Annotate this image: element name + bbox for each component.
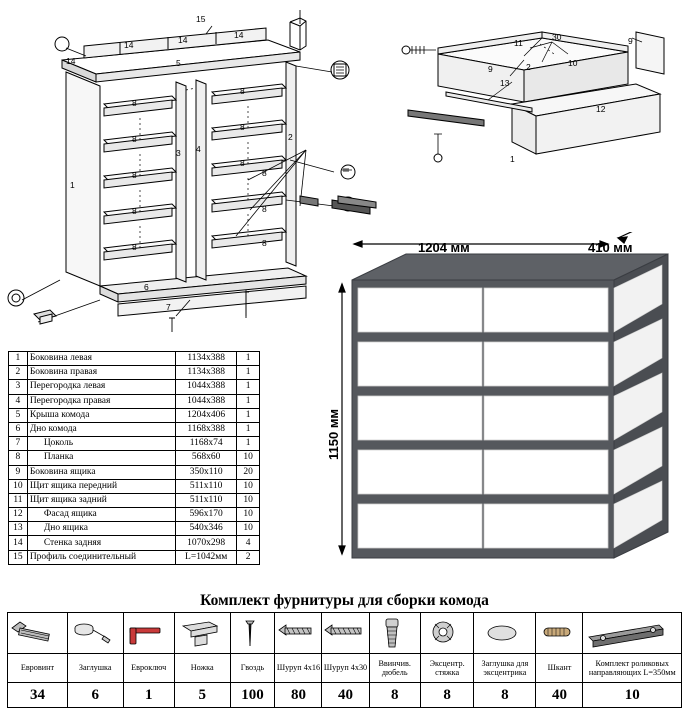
svg-text:6: 6 bbox=[144, 282, 149, 292]
part-name: Щит ящика задний bbox=[27, 493, 175, 507]
hardware-icon-row bbox=[8, 613, 682, 654]
part-dimension: 1044х388 bbox=[176, 394, 237, 408]
hardware-qty: 34 bbox=[8, 683, 68, 708]
part-dimension: 568х60 bbox=[176, 451, 237, 465]
height-dimension-label: 1150 мм bbox=[326, 408, 341, 460]
dowel-screw-icon bbox=[369, 613, 420, 654]
part-number: 5 bbox=[9, 408, 28, 422]
hardware-label: Ввинчив. дюбель bbox=[369, 654, 420, 683]
part-dimension: 1204х406 bbox=[176, 408, 237, 422]
part-qty: 10 bbox=[237, 451, 260, 465]
svg-text:13: 13 bbox=[500, 78, 510, 88]
part-qty: 10 bbox=[237, 522, 260, 536]
drawer-exploded-diagram bbox=[392, 8, 682, 168]
svg-text:14: 14 bbox=[178, 35, 188, 45]
table-row bbox=[9, 437, 260, 451]
svg-text:14: 14 bbox=[234, 30, 244, 40]
eccentric-cap-icon bbox=[474, 613, 536, 654]
depth-dimension-label: 410 мм bbox=[588, 240, 633, 255]
part-dimension: 540х346 bbox=[176, 522, 237, 536]
svg-text:3: 3 bbox=[176, 148, 181, 158]
part-name: Щит ящика передний bbox=[27, 479, 175, 493]
svg-text:8: 8 bbox=[262, 204, 267, 214]
svg-text:10: 10 bbox=[568, 58, 578, 68]
width-dimension-label: 1204 мм bbox=[418, 240, 470, 255]
hardware-label: Заглушка для эксцентрика bbox=[474, 654, 536, 683]
part-name: Цоколь bbox=[27, 437, 175, 451]
hardware-qty: 1 bbox=[123, 683, 174, 708]
hardware-label: Комплект роликовых направляющих L=350мм bbox=[583, 654, 682, 683]
nail-icon bbox=[230, 613, 275, 654]
svg-text:9: 9 bbox=[628, 36, 633, 46]
table-row bbox=[9, 508, 260, 522]
svg-text:30: 30 bbox=[552, 32, 562, 42]
part-number: 10 bbox=[9, 479, 28, 493]
part-name: Фасад ящика bbox=[27, 508, 175, 522]
screw-4x16-icon bbox=[275, 613, 322, 654]
hardware-label: Эксцентр. стяжка bbox=[420, 654, 473, 683]
hardware-qty: 40 bbox=[536, 683, 583, 708]
hardware-qty: 40 bbox=[322, 683, 369, 708]
part-dimension: 1070х298 bbox=[176, 536, 237, 550]
hardware-qty: 8 bbox=[474, 683, 536, 708]
hardware-label: Шуруп 4х30 bbox=[322, 654, 369, 683]
euro-key-icon bbox=[123, 613, 174, 654]
part-qty: 2 bbox=[237, 550, 260, 564]
part-number: 3 bbox=[9, 380, 28, 394]
hardware-qty: 80 bbox=[275, 683, 322, 708]
part-number: 11 bbox=[9, 493, 28, 507]
table-row bbox=[9, 380, 260, 394]
part-dimension: 1044х388 bbox=[176, 380, 237, 394]
part-qty: 1 bbox=[237, 437, 260, 451]
part-qty: 1 bbox=[237, 422, 260, 436]
table-row bbox=[9, 451, 260, 465]
svg-text:12: 12 bbox=[596, 104, 606, 114]
svg-text:8: 8 bbox=[262, 168, 267, 178]
roller-guides-icon bbox=[583, 613, 682, 654]
part-name: Профиль соединительный bbox=[27, 550, 175, 564]
hardware-label: Евровинт bbox=[8, 654, 68, 683]
part-number: 7 bbox=[9, 437, 28, 451]
table-row bbox=[9, 352, 260, 366]
svg-text:1: 1 bbox=[510, 154, 515, 164]
table-row bbox=[9, 536, 260, 550]
part-qty: 10 bbox=[237, 479, 260, 493]
hardware-label: Евроключ bbox=[123, 654, 174, 683]
hardware-section-title: Комплект фурнитуры для сборки комода bbox=[200, 592, 489, 609]
part-name: Боковина левая bbox=[27, 352, 175, 366]
screw-4x30-icon bbox=[322, 613, 369, 654]
hardware-qty: 8 bbox=[420, 683, 473, 708]
svg-text:4: 4 bbox=[196, 144, 201, 154]
part-dimension: L=1042мм bbox=[176, 550, 237, 564]
svg-text:8: 8 bbox=[132, 134, 137, 144]
svg-text:14: 14 bbox=[66, 56, 76, 66]
part-number: 13 bbox=[9, 522, 28, 536]
part-number: 15 bbox=[9, 550, 28, 564]
part-qty: 1 bbox=[237, 408, 260, 422]
svg-text:8: 8 bbox=[262, 238, 267, 248]
table-row bbox=[9, 408, 260, 422]
part-name: Перегородка левая bbox=[27, 380, 175, 394]
part-qty: 20 bbox=[237, 465, 260, 479]
table-row bbox=[9, 422, 260, 436]
table-row bbox=[9, 366, 260, 380]
hardware-qty-row bbox=[8, 683, 682, 708]
table-row bbox=[9, 465, 260, 479]
dowel-icon bbox=[536, 613, 583, 654]
svg-text:8: 8 bbox=[132, 98, 137, 108]
part-number: 4 bbox=[9, 394, 28, 408]
hardware-table bbox=[7, 612, 682, 708]
svg-text:8: 8 bbox=[240, 158, 245, 168]
svg-text:8: 8 bbox=[132, 170, 137, 180]
hardware-label: Заглушка bbox=[67, 654, 123, 683]
part-dimension: 511х110 bbox=[176, 479, 237, 493]
eccentric-tie-icon bbox=[420, 613, 473, 654]
part-qty: 1 bbox=[237, 394, 260, 408]
hardware-qty: 8 bbox=[369, 683, 420, 708]
part-dimension: 596х170 bbox=[176, 508, 237, 522]
svg-text:14: 14 bbox=[124, 40, 134, 50]
part-dimension: 350х110 bbox=[176, 465, 237, 479]
part-dimension: 1168х74 bbox=[176, 437, 237, 451]
part-name: Планка bbox=[27, 451, 175, 465]
part-number: 6 bbox=[9, 422, 28, 436]
part-name: Стенка задняя bbox=[27, 536, 175, 550]
svg-text:9: 9 bbox=[488, 64, 493, 74]
part-number: 14 bbox=[9, 536, 28, 550]
table-row bbox=[9, 394, 260, 408]
hardware-label: Шкант bbox=[536, 654, 583, 683]
hardware-label-row bbox=[8, 654, 682, 683]
table-row bbox=[9, 550, 260, 564]
hardware-label: Шуруп 4х16 bbox=[275, 654, 322, 683]
part-qty: 1 bbox=[237, 366, 260, 380]
table-row bbox=[9, 493, 260, 507]
hardware-qty: 10 bbox=[583, 683, 682, 708]
part-number: 9 bbox=[9, 465, 28, 479]
hardware-label: Гвоздь bbox=[230, 654, 275, 683]
hardware-qty: 100 bbox=[230, 683, 275, 708]
svg-text:8: 8 bbox=[132, 242, 137, 252]
svg-text:2: 2 bbox=[288, 132, 293, 142]
hardware-label: Ножка bbox=[174, 654, 230, 683]
svg-text:8: 8 bbox=[240, 86, 245, 96]
part-dimension: 511х110 bbox=[176, 493, 237, 507]
part-number: 2 bbox=[9, 366, 28, 380]
svg-text:8: 8 bbox=[132, 206, 137, 216]
part-number: 8 bbox=[9, 451, 28, 465]
part-dimension: 1168х388 bbox=[176, 422, 237, 436]
part-number: 12 bbox=[9, 508, 28, 522]
part-name: Боковина правая bbox=[27, 366, 175, 380]
part-name: Дно ящика bbox=[27, 522, 175, 536]
svg-text:8: 8 bbox=[240, 122, 245, 132]
part-qty: 4 bbox=[237, 536, 260, 550]
part-name: Боковина ящика bbox=[27, 465, 175, 479]
parts-table bbox=[8, 351, 260, 565]
part-qty: 1 bbox=[237, 352, 260, 366]
part-name: Перегородка правая bbox=[27, 394, 175, 408]
part-name: Крыша комода bbox=[27, 408, 175, 422]
part-qty: 1 bbox=[237, 380, 260, 394]
hardware-qty: 6 bbox=[67, 683, 123, 708]
part-dimension: 1134х388 bbox=[176, 366, 237, 380]
hardware-qty: 5 bbox=[174, 683, 230, 708]
svg-text:2: 2 bbox=[526, 62, 531, 72]
leg-icon bbox=[174, 613, 230, 654]
part-name: Дно комода bbox=[27, 422, 175, 436]
part-number: 1 bbox=[9, 352, 28, 366]
cap-icon bbox=[67, 613, 123, 654]
table-row bbox=[9, 479, 260, 493]
part-qty: 10 bbox=[237, 508, 260, 522]
svg-text:7: 7 bbox=[166, 302, 171, 312]
euro-screw-icon bbox=[8, 613, 68, 654]
finished-cabinet-render bbox=[318, 232, 683, 582]
svg-text:1: 1 bbox=[70, 180, 75, 190]
svg-text:11: 11 bbox=[514, 38, 523, 48]
table-row bbox=[9, 522, 260, 536]
part-dimension: 1134х388 bbox=[176, 352, 237, 366]
callout-15: 15 bbox=[196, 14, 206, 24]
svg-text:5: 5 bbox=[176, 58, 181, 68]
part-qty: 10 bbox=[237, 493, 260, 507]
